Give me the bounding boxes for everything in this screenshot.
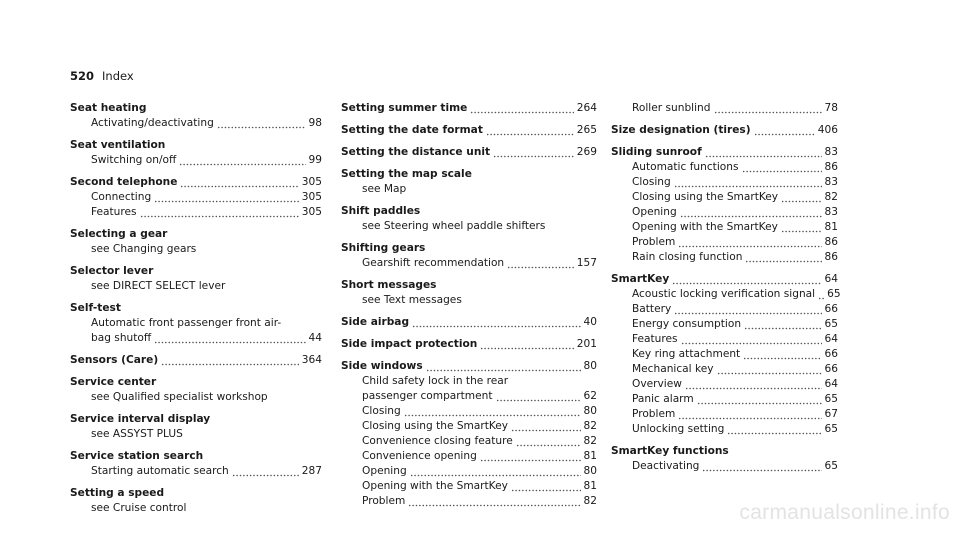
page-ref: 82 — [583, 435, 597, 447]
page-ref: 86 — [824, 161, 838, 173]
leader-dots — [154, 331, 305, 346]
index-subentry — [341, 404, 597, 419]
index-entry — [70, 353, 322, 368]
leader-dots — [232, 464, 299, 479]
index-entry — [70, 449, 322, 479]
index-heading — [341, 204, 597, 219]
index-subentry — [341, 479, 597, 494]
index-heading — [611, 444, 838, 459]
subentry-text: Convenience opening — [362, 450, 477, 462]
index-entry — [70, 175, 322, 220]
index-subentry — [611, 347, 838, 362]
index-subentry — [341, 464, 597, 479]
page-ref: 66 — [824, 303, 838, 315]
index-entry — [70, 375, 322, 405]
subentry-text: Roller sunblind — [632, 102, 711, 114]
leader-dots — [426, 359, 581, 374]
index-heading — [341, 315, 597, 330]
index-subentry — [341, 449, 597, 464]
heading-text: Seat heating — [70, 102, 147, 114]
index-entry — [341, 145, 597, 160]
index-column-2 — [341, 101, 597, 516]
page-ref: 62 — [583, 390, 597, 402]
index-heading — [70, 138, 322, 153]
page-ref: 81 — [583, 480, 597, 492]
page-ref: 83 — [824, 146, 838, 158]
index-subentry — [611, 422, 838, 437]
index-subentry — [611, 459, 838, 474]
index-entry — [70, 412, 322, 442]
heading-text: Size designation (tires) — [611, 124, 751, 136]
index-subentry — [70, 153, 322, 168]
index-heading — [341, 359, 597, 374]
index-subentry — [611, 302, 838, 317]
subentry-text: see Text messages — [362, 294, 462, 306]
index-heading — [70, 227, 322, 242]
leader-dots — [154, 190, 299, 205]
page-ref: 83 — [824, 176, 838, 188]
page-ref: 64 — [824, 333, 838, 345]
index-entry — [341, 204, 597, 234]
heading-text: Self-test — [70, 302, 121, 314]
page-title: Index — [102, 69, 134, 83]
subentry-text: Opening with the SmartKey — [362, 480, 508, 492]
subentry-text: Starting automatic search — [91, 465, 229, 477]
index-entry — [341, 315, 597, 330]
page-ref: 66 — [824, 363, 838, 375]
page-ref: 80 — [583, 405, 597, 417]
page-ref: 99 — [308, 154, 322, 166]
leader-dots — [818, 287, 824, 302]
subentry-text: see Map — [362, 183, 407, 195]
leader-dots — [486, 123, 574, 138]
subentry-text: Closing using the SmartKey — [362, 420, 509, 432]
index-entry — [341, 167, 597, 197]
page-ref: 78 — [824, 102, 838, 114]
subentry-text: Closing — [362, 405, 401, 417]
index-subentry — [70, 464, 322, 479]
index-subentry — [341, 374, 597, 389]
subentry-text: Features — [632, 333, 678, 345]
index-entry — [611, 272, 841, 437]
subentry-text: Mechanical key — [632, 363, 714, 375]
leader-dots — [480, 449, 581, 464]
page-ref: 65 — [824, 423, 838, 435]
leader-dots — [410, 464, 581, 479]
index-entry — [611, 101, 838, 116]
index-entry — [341, 359, 597, 509]
index-subentry — [611, 392, 838, 407]
subentry-text: Deactivating — [632, 460, 700, 472]
leader-dots — [705, 145, 822, 160]
subentry-text: Opening — [362, 465, 407, 477]
heading-text: Setting a speed — [70, 487, 165, 499]
index-subentry — [70, 242, 322, 257]
leader-dots — [678, 407, 821, 422]
leader-dots — [697, 392, 822, 407]
leader-dots — [680, 205, 822, 220]
heading-text: Sliding sunroof — [611, 146, 702, 158]
index-entry — [341, 123, 597, 138]
heading-text: Seat ventilation — [70, 139, 166, 151]
subentry-text: Activating/deactivating — [91, 117, 214, 129]
index-heading — [70, 264, 322, 279]
index-subentry — [341, 419, 597, 434]
subentry-text: Closing using the SmartKey — [632, 191, 779, 203]
leader-dots — [161, 353, 299, 368]
leader-dots — [674, 175, 822, 190]
page-ref: 83 — [824, 206, 838, 218]
index-heading — [70, 175, 322, 190]
index-heading — [341, 167, 597, 182]
index-heading — [70, 449, 322, 464]
index-subentry — [611, 317, 838, 332]
leader-dots — [217, 116, 306, 131]
heading-text: Service station search — [70, 450, 204, 462]
index-subentry — [611, 407, 838, 422]
page-ref: 82 — [583, 495, 597, 507]
leader-dots — [516, 434, 581, 449]
heading-text: Service interval display — [70, 413, 211, 425]
leader-dots — [511, 479, 581, 494]
subentry-text: Features — [91, 206, 137, 218]
index-entry — [70, 301, 322, 346]
heading-text: Setting the distance unit — [341, 146, 491, 158]
leader-dots — [470, 101, 573, 116]
index-heading — [341, 278, 597, 293]
leader-dots — [678, 235, 821, 250]
leader-dots — [685, 377, 822, 392]
heading-text: SmartKey functions — [611, 445, 729, 457]
index-heading — [341, 123, 597, 138]
subentry-text: Switching on/off — [91, 154, 177, 166]
leader-dots — [681, 332, 822, 347]
page-ref: 305 — [301, 206, 322, 218]
index-subentry — [70, 316, 322, 331]
index-entry — [611, 123, 838, 138]
page-ref: 44 — [308, 332, 322, 344]
index-subentry — [341, 293, 597, 308]
index-heading — [70, 486, 322, 501]
heading-text: Shifting gears — [341, 242, 426, 254]
index-subentry — [341, 219, 597, 234]
index-heading — [70, 101, 322, 116]
subentry-text: Rain closing function — [632, 251, 743, 263]
leader-dots — [727, 422, 821, 437]
index-entry — [70, 264, 322, 294]
leader-dots — [781, 220, 822, 235]
page-ref: 81 — [824, 221, 838, 233]
subentry-text: Gearshift recommendation — [362, 257, 505, 269]
heading-text: Sensors (Care) — [70, 354, 159, 366]
leader-dots — [404, 404, 581, 419]
index-subentry — [341, 389, 597, 404]
leader-dots — [507, 256, 574, 271]
leader-dots — [511, 419, 580, 434]
index-subentry — [341, 256, 597, 271]
index-subentry — [611, 160, 838, 175]
heading-text: Shift paddles — [341, 205, 421, 217]
leader-dots — [717, 362, 822, 377]
page-ref: 305 — [301, 191, 322, 203]
page-ref: 82 — [583, 420, 597, 432]
page-ref: 157 — [576, 257, 597, 269]
subentry-text: Automatic front passenger front air- — [91, 317, 282, 329]
index-heading — [341, 101, 597, 116]
leader-dots — [743, 347, 821, 362]
index-subentry — [611, 250, 838, 265]
subentry-text: see ASSYST PLUS — [91, 428, 183, 440]
page-ref: 81 — [583, 450, 597, 462]
index-subentry — [70, 331, 322, 346]
leader-dots — [493, 145, 574, 160]
subentry-text: Connecting — [91, 191, 152, 203]
heading-text: Side windows — [341, 360, 423, 372]
page-ref: 64 — [824, 378, 838, 390]
page-ref: 65 — [824, 318, 838, 330]
index-heading — [70, 375, 322, 390]
index-subentry — [341, 494, 597, 509]
index-subentry — [611, 362, 838, 377]
heading-text: Setting the map scale — [341, 168, 472, 180]
leader-dots — [744, 317, 821, 332]
heading-text: Short messages — [341, 279, 437, 291]
index-subentry — [70, 501, 322, 516]
index-subentry — [611, 377, 838, 392]
index-entry — [611, 145, 838, 265]
index-subentry — [611, 205, 838, 220]
subentry-text: Opening with the SmartKey — [632, 221, 778, 233]
index-subentry — [611, 287, 841, 302]
index-heading — [341, 241, 597, 256]
subentry-text: Panic alarm — [632, 393, 694, 405]
page-ref: 98 — [308, 117, 322, 129]
subentry-text: Acoustic locking verification signal — [632, 288, 816, 300]
index-entry — [70, 486, 322, 516]
subentry-text: see Cruise control — [91, 502, 187, 514]
index-subentry — [70, 205, 322, 220]
index-subentry — [611, 190, 838, 205]
page-ref: 66 — [824, 348, 838, 360]
heading-text: Setting the date format — [341, 124, 483, 136]
leader-dots — [412, 315, 580, 330]
index-heading — [341, 337, 597, 352]
subentry-text: see Qualified specialist workshop — [91, 391, 268, 403]
subentry-text: bag shutoff — [91, 332, 152, 344]
heading-text: Selector lever — [70, 265, 154, 277]
index-subentry — [611, 101, 838, 116]
leader-dots — [180, 175, 298, 190]
index-entry — [70, 138, 322, 168]
page-ref: 80 — [583, 360, 597, 372]
heading-text: Service center — [70, 376, 157, 388]
leader-dots — [745, 250, 821, 265]
subentry-text: see Steering wheel paddle shifters — [362, 220, 546, 232]
subentry-text: Problem — [632, 408, 676, 420]
heading-text: Second telephone — [70, 176, 178, 188]
leader-dots — [140, 205, 299, 220]
index-subentry — [70, 390, 322, 405]
index-entry — [341, 101, 597, 116]
subentry-text: Battery — [632, 303, 672, 315]
index-entry — [341, 337, 597, 352]
subentry-text: Problem — [632, 236, 676, 248]
index-entry — [341, 278, 597, 308]
page-ref: 82 — [824, 191, 838, 203]
page-ref: 406 — [817, 124, 838, 136]
index-entry — [611, 444, 838, 474]
heading-text: SmartKey — [611, 273, 670, 285]
page-ref: 201 — [576, 338, 597, 350]
subentry-text: Key ring attachment — [632, 348, 741, 360]
index-heading — [611, 145, 838, 160]
subentry-text: see Changing gears — [91, 243, 197, 255]
leader-dots — [781, 190, 821, 205]
subentry-text: see DIRECT SELECT lever — [91, 280, 226, 292]
index-subentry — [70, 279, 322, 294]
index-heading — [611, 123, 838, 138]
heading-text: Selecting a gear — [70, 228, 168, 240]
subentry-text: passenger compartment — [362, 390, 493, 402]
page-ref: 67 — [824, 408, 838, 420]
page-ref: 86 — [824, 236, 838, 248]
subentry-text: Overview — [632, 378, 682, 390]
page-ref: 269 — [576, 146, 597, 158]
heading-text: Side airbag — [341, 316, 410, 328]
leader-dots — [408, 494, 580, 509]
watermark: carmanualsonline.info — [739, 501, 950, 524]
heading-text: Setting summer time — [341, 102, 468, 114]
subentry-text: Opening — [632, 206, 677, 218]
subentry-text: Problem — [362, 495, 406, 507]
page-header — [70, 69, 134, 83]
page-ref: 364 — [301, 354, 322, 366]
index-heading — [70, 412, 322, 427]
leader-dots — [480, 337, 573, 352]
heading-text: Side impact protection — [341, 338, 478, 350]
subentry-text: Unlocking setting — [632, 423, 725, 435]
index-heading — [70, 353, 322, 368]
page-ref: 65 — [824, 460, 838, 472]
leader-dots — [674, 302, 821, 317]
index-subentry — [611, 175, 838, 190]
index-subentry — [70, 190, 322, 205]
subentry-text: Automatic functions — [632, 161, 739, 173]
page-ref: 287 — [301, 465, 322, 477]
page-number: 520 — [70, 69, 95, 83]
index-heading — [341, 145, 597, 160]
subentry-text: Closing — [632, 176, 671, 188]
page-ref: 65 — [827, 288, 841, 300]
index-entry — [70, 101, 322, 131]
index-subentry — [611, 220, 838, 235]
page-ref: 265 — [576, 124, 597, 136]
page-ref: 86 — [824, 251, 838, 263]
index-subentry — [341, 182, 597, 197]
page-ref: 264 — [576, 102, 597, 114]
index-subentry — [70, 427, 322, 442]
index-entry — [341, 241, 597, 271]
leader-dots — [496, 389, 581, 404]
index-subentry — [611, 235, 838, 250]
index-heading — [70, 301, 322, 316]
page-ref: 40 — [583, 316, 597, 328]
index-subentry — [611, 332, 838, 347]
page-ref: 64 — [824, 273, 838, 285]
page-ref: 305 — [301, 176, 322, 188]
index-column-1 — [70, 101, 322, 523]
leader-dots — [714, 101, 822, 116]
index-column-3 — [611, 101, 841, 481]
index-subentry — [341, 434, 597, 449]
leader-dots — [179, 153, 305, 168]
subentry-text: Convenience closing feature — [362, 435, 513, 447]
page-ref: 65 — [824, 393, 838, 405]
subentry-text: Child safety lock in the rear — [362, 375, 509, 387]
index-heading — [611, 272, 838, 287]
subentry-text: Energy consumption — [632, 318, 742, 330]
leader-dots — [742, 160, 822, 175]
index-entry — [70, 227, 322, 257]
leader-dots — [672, 272, 821, 287]
page-ref: 80 — [583, 465, 597, 477]
leader-dots — [702, 459, 821, 474]
leader-dots — [754, 123, 815, 138]
index-subentry — [70, 116, 322, 131]
